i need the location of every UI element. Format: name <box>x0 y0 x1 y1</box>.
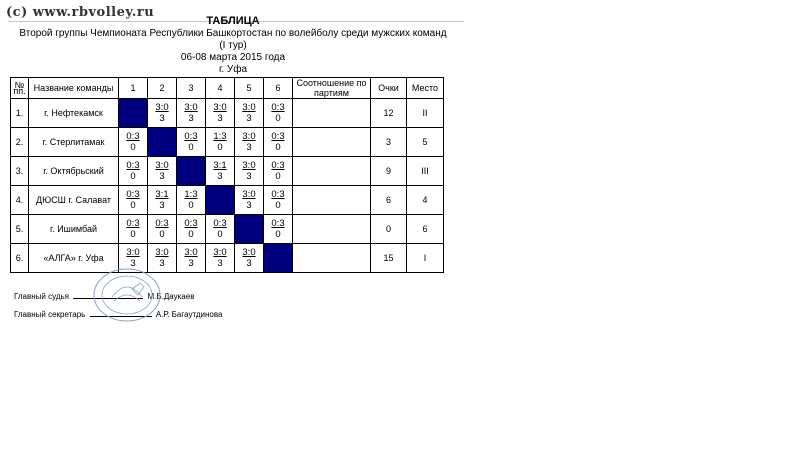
header-col-1: 1 <box>119 78 148 99</box>
team-name: «АЛГА» г. Уфа <box>29 244 119 273</box>
set-score: 1:3 <box>213 131 227 142</box>
match-result-cell <box>148 157 177 186</box>
row-number: 4. <box>11 186 29 215</box>
judge-name: М.Б.Даукаев <box>147 292 195 301</box>
match-result-cell <box>206 244 235 273</box>
set-score: 0:3 <box>126 189 140 200</box>
header-place: Место <box>407 78 444 99</box>
match-result-cell <box>264 128 293 157</box>
match-points: 0 <box>275 171 281 182</box>
match-points: 3 <box>159 171 165 182</box>
match-points: 3 <box>130 258 136 269</box>
sets-ratio-cell <box>293 215 371 244</box>
match-points: 3 <box>217 113 223 124</box>
place-cell: 5 <box>407 128 444 157</box>
match-points: 3 <box>188 113 194 124</box>
match-result-cell <box>206 157 235 186</box>
match-points: 0 <box>130 229 136 240</box>
set-score: 3:0 <box>213 247 227 258</box>
self-match-cell <box>119 99 148 128</box>
set-score: 3:0 <box>242 160 256 171</box>
table-row <box>11 215 444 244</box>
match-points: 0 <box>188 142 194 153</box>
table-row <box>11 128 444 157</box>
match-result-cell <box>119 186 148 215</box>
document-title: ТАБЛИЦА <box>206 15 260 27</box>
set-score: 3:0 <box>242 102 256 113</box>
place-cell: 4 <box>407 186 444 215</box>
subtitle-date: 06-08 марта 2015 года <box>180 52 286 63</box>
set-score: 0:3 <box>213 218 227 229</box>
set-score: 0:3 <box>271 131 285 142</box>
match-result-cell <box>264 99 293 128</box>
set-score: 3:0 <box>155 160 169 171</box>
set-score: 3:0 <box>242 189 256 200</box>
match-result-cell <box>177 186 206 215</box>
self-match-cell <box>206 186 235 215</box>
match-points: 0 <box>188 200 194 211</box>
table-row <box>11 186 444 215</box>
match-points: 3 <box>246 171 252 182</box>
place-cell: II <box>407 99 444 128</box>
match-points: 3 <box>217 171 223 182</box>
match-points: 0 <box>130 171 136 182</box>
set-score: 0:3 <box>155 218 169 229</box>
standings-table <box>10 77 444 273</box>
sets-ratio-cell <box>293 186 371 215</box>
header-col-4: 4 <box>206 78 235 99</box>
match-result-cell <box>119 215 148 244</box>
sets-ratio-cell <box>293 128 371 157</box>
team-name: г. Нефтекамск <box>29 99 119 128</box>
points-cell: 6 <box>371 186 407 215</box>
place-cell: I <box>407 244 444 273</box>
set-score: 0:3 <box>184 131 198 142</box>
match-result-cell <box>264 186 293 215</box>
document-header <box>0 15 466 76</box>
match-points: 0 <box>130 200 136 211</box>
match-points: 3 <box>246 200 252 211</box>
team-name: г. Октябрьский <box>29 157 119 186</box>
set-score: 3:0 <box>242 247 256 258</box>
self-match-cell <box>264 244 293 273</box>
row-number: 5. <box>11 215 29 244</box>
judge-label: Главный судья <box>14 292 70 301</box>
sets-ratio-cell <box>293 99 371 128</box>
points-cell: 0 <box>371 215 407 244</box>
header-team: Название команды <box>29 78 119 99</box>
place-cell: III <box>407 157 444 186</box>
match-result-cell <box>119 157 148 186</box>
set-score: 0:3 <box>271 102 285 113</box>
points-cell: 9 <box>371 157 407 186</box>
match-result-cell <box>148 215 177 244</box>
match-points: 3 <box>246 113 252 124</box>
official-stamp-icon <box>92 267 162 323</box>
subtitle-line-1: Второй группы Чемпионата Республики Башкортостан по волейболу среди мужских команд <box>19 28 447 39</box>
match-result-cell <box>235 157 264 186</box>
points-cell: 12 <box>371 99 407 128</box>
table-row <box>11 99 444 128</box>
row-number: 3. <box>11 157 29 186</box>
header-points: Очки <box>371 78 407 99</box>
points-cell: 15 <box>371 244 407 273</box>
set-score: 3:0 <box>155 247 169 258</box>
header-row <box>11 78 444 99</box>
match-points: 0 <box>217 229 223 240</box>
header-col-5: 5 <box>235 78 264 99</box>
points-cell: 3 <box>371 128 407 157</box>
match-points: 0 <box>275 200 281 211</box>
match-points: 0 <box>130 142 136 153</box>
match-points: 3 <box>159 113 165 124</box>
set-score: 3:0 <box>126 247 140 258</box>
match-points: 0 <box>159 229 165 240</box>
match-result-cell <box>206 128 235 157</box>
header-col-2: 2 <box>148 78 177 99</box>
set-score: 3:0 <box>184 102 198 113</box>
match-result-cell <box>177 244 206 273</box>
set-score: 0:3 <box>126 160 140 171</box>
match-points: 0 <box>275 113 281 124</box>
secretary-label: Главный секретарь <box>14 310 86 319</box>
subtitle-city: г. Уфа <box>218 64 248 75</box>
self-match-cell <box>148 128 177 157</box>
match-result-cell <box>177 128 206 157</box>
set-score: 0:3 <box>126 131 140 142</box>
match-result-cell <box>206 215 235 244</box>
subtitle-line-2: (I тур) <box>219 40 247 51</box>
match-points: 3 <box>246 142 252 153</box>
row-number: 2. <box>11 128 29 157</box>
team-name: г. Стерлитамак <box>29 128 119 157</box>
set-score: 3:0 <box>242 131 256 142</box>
match-result-cell <box>177 215 206 244</box>
set-score: 3:0 <box>155 102 169 113</box>
set-score: 3:0 <box>184 247 198 258</box>
match-result-cell <box>264 157 293 186</box>
secretary-name: А.Р. Багаутдинова <box>155 310 223 319</box>
header-col-6: 6 <box>264 78 293 99</box>
match-result-cell <box>206 99 235 128</box>
set-score: 0:3 <box>126 218 140 229</box>
match-points: 3 <box>217 258 223 269</box>
row-number: 1. <box>11 99 29 128</box>
match-points: 0 <box>217 142 223 153</box>
match-result-cell <box>235 128 264 157</box>
place-cell: 6 <box>407 215 444 244</box>
match-result-cell <box>235 244 264 273</box>
set-score: 0:3 <box>271 160 285 171</box>
sets-ratio-cell <box>293 244 371 273</box>
match-points: 3 <box>246 258 252 269</box>
set-score: 1:3 <box>184 189 198 200</box>
self-match-cell <box>235 215 264 244</box>
set-score: 0:3 <box>184 218 198 229</box>
match-result-cell <box>264 215 293 244</box>
match-points: 0 <box>275 229 281 240</box>
match-result-cell <box>119 128 148 157</box>
match-result-cell <box>177 99 206 128</box>
match-points: 3 <box>188 258 194 269</box>
match-result-cell <box>235 186 264 215</box>
standings-body <box>11 99 444 273</box>
match-points: 3 <box>159 258 165 269</box>
self-match-cell <box>177 157 206 186</box>
team-name: г. Ишимбай <box>29 215 119 244</box>
match-result-cell <box>148 99 177 128</box>
header-col-3: 3 <box>177 78 206 99</box>
site-watermark: (c) www.rbvolley.ru <box>6 5 155 20</box>
set-score: 3:0 <box>213 102 227 113</box>
header-ratio: Соотношение по партиям <box>293 78 371 99</box>
set-score: 0:3 <box>271 218 285 229</box>
team-name: ДЮСШ г. Салават <box>29 186 119 215</box>
sets-ratio-cell <box>293 157 371 186</box>
match-result-cell <box>148 186 177 215</box>
match-points: 3 <box>159 200 165 211</box>
table-row <box>11 157 444 186</box>
match-points: 0 <box>275 142 281 153</box>
set-score: 0:3 <box>271 189 285 200</box>
match-result-cell <box>235 99 264 128</box>
match-points: 0 <box>188 229 194 240</box>
table-row <box>11 244 444 273</box>
row-number: 6. <box>11 244 29 273</box>
set-score: 3:1 <box>213 160 227 171</box>
header-num: № пп. <box>11 78 29 99</box>
set-score: 3:1 <box>155 189 169 200</box>
